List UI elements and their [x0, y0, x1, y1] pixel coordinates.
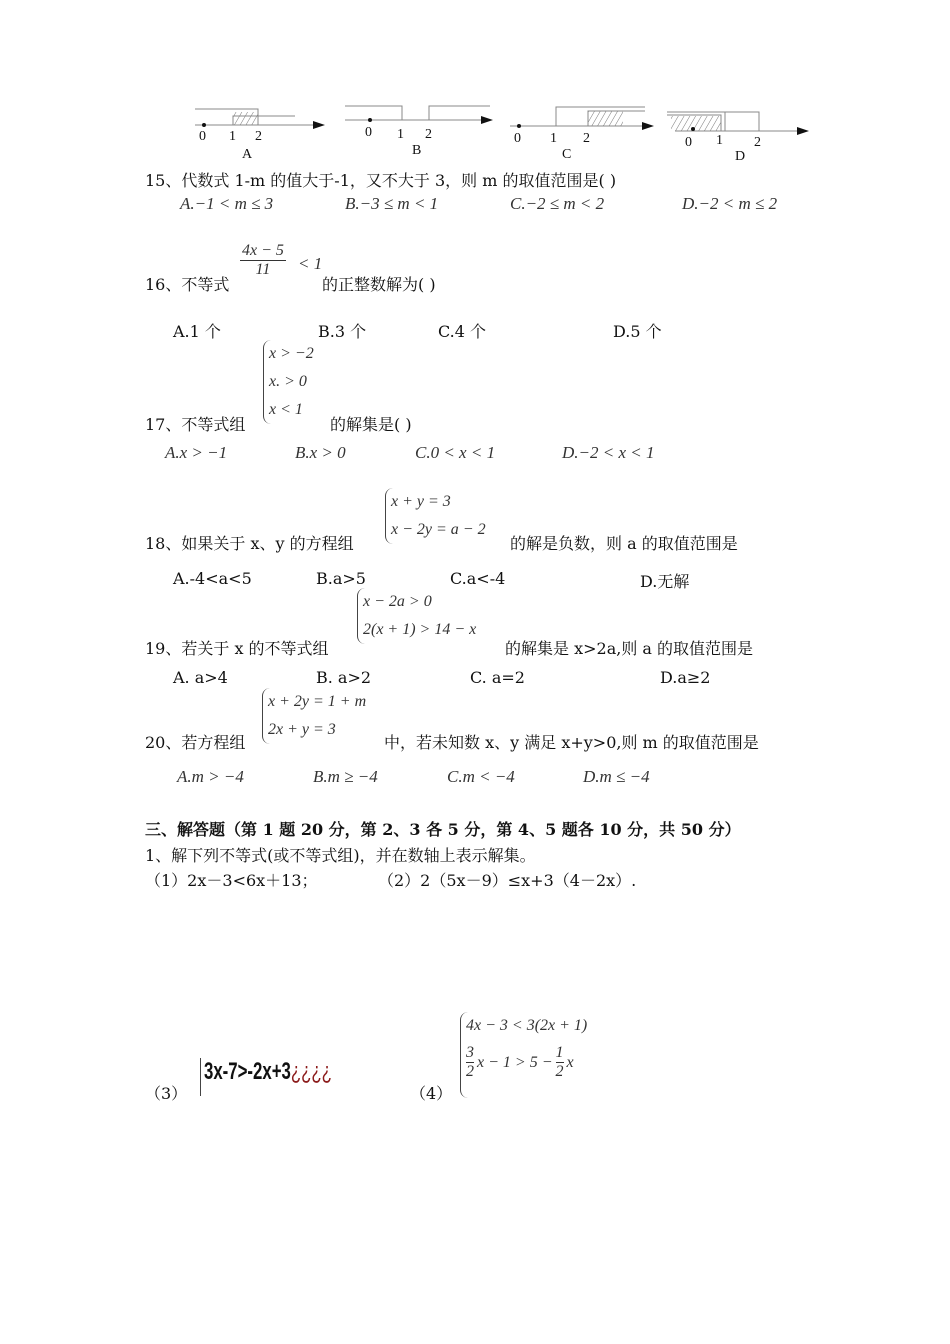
q16-option-b[interactable]: B.3 个: [318, 322, 367, 341]
s3-part4-system: 4x − 3 < 3(2x + 1) 3 2 x − 1 > 5 − $\frac{1}{2}$ x: [460, 1012, 587, 1098]
tick-label: 1: [229, 129, 236, 144]
q20-option-d[interactable]: D.m ≤ −4: [583, 767, 650, 786]
tick-label: 1: [550, 131, 557, 146]
q20-option-b[interactable]: B.m ≥ −4: [313, 767, 378, 786]
s3-part3-label: （3）: [145, 1084, 188, 1103]
number-line-a: [195, 109, 325, 162]
tick-label: 0: [514, 131, 521, 146]
q16-relation: < 1: [298, 254, 323, 273]
q18-prefix: 18、如果关于 x、y 的方程组: [145, 534, 354, 553]
q17-suffix: 的解集是( ): [330, 415, 412, 434]
q16-option-d[interactable]: D.5 个: [613, 322, 662, 341]
q19-prefix: 19、若关于 x 的不等式组: [145, 639, 329, 658]
q17-system: x > −2 x. > 0 x < 1: [263, 340, 314, 424]
q15-stem: 15、代数式 1-m 的值大于-1，又不大于 3，则 m 的取值范围是( ): [145, 171, 617, 190]
q15-option-c[interactable]: C.−2 ≤ m < 2: [510, 194, 605, 213]
q16-fraction: $\frac{4x - 5}{11}$: [242, 242, 284, 278]
s3-part1: （1）2x－3<6x＋13；: [145, 871, 318, 890]
tick-label: 1: [716, 133, 723, 148]
figure-label: B: [412, 143, 422, 158]
q18-option-d[interactable]: D.无解: [640, 572, 690, 591]
q18-option-c[interactable]: C.a<-4: [450, 569, 506, 588]
number-line-d: [667, 112, 809, 164]
q19-option-b[interactable]: B. a>2: [316, 668, 372, 687]
q20-option-a[interactable]: A.m > −4: [177, 767, 244, 786]
q17-option-b[interactable]: B.x > 0: [295, 443, 346, 462]
q19-suffix: 的解集是 x>2a,则 a 的取值范围是: [505, 639, 754, 658]
q17-prefix: 17、不等式组: [145, 415, 246, 434]
q16-suffix: 的正整数解为( ): [322, 275, 436, 294]
q15-option-d[interactable]: D.−2 < m ≤ 2: [682, 194, 778, 213]
q17-option-d[interactable]: D.−2 < x < 1: [562, 443, 655, 462]
tick-label: 0: [685, 135, 692, 150]
tick-label: 1: [397, 127, 404, 142]
q16-option-a[interactable]: A.1 个: [173, 322, 221, 341]
q18-system: x + y = 3 x − 2y = a − 2: [385, 488, 486, 544]
tick-label: 0: [199, 129, 206, 144]
q20-prefix: 20、若方程组: [145, 733, 246, 752]
q20-option-c[interactable]: C.m < −4: [447, 767, 515, 786]
q20-suffix: 中，若未知数 x、y 满足 x+y>0,则 m 的取值范围是: [384, 733, 759, 752]
figure-label: A: [242, 147, 253, 162]
figure-label: C: [562, 147, 572, 162]
tick-label: 2: [583, 131, 590, 146]
q15-option-a[interactable]: A.−1 < m ≤ 3: [180, 194, 274, 213]
s3-part4-label: （4）: [410, 1084, 453, 1103]
figure-label: D: [735, 149, 746, 164]
s3-part3-expr: 3x-7>-2x+3¿¿¿¿: [200, 1058, 387, 1096]
q17-option-c[interactable]: C.0 < x < 1: [415, 443, 496, 462]
number-line-figures: [185, 100, 825, 165]
tick-label: 0: [365, 125, 372, 140]
s3-q1: 1、解下列不等式(或不等式组)，并在数轴上表示解集。: [145, 846, 536, 865]
section-heading: 三、解答题（第 1 题 20 分，第 2、3 各 5 分，第 4、5 题各 10 分，共 50 分）: [145, 820, 741, 839]
q19-option-d[interactable]: D.a≥2: [660, 668, 711, 687]
tick-label: 2: [754, 135, 761, 150]
q16-prefix: 16、不等式: [145, 275, 230, 294]
tick-label: 2: [255, 129, 262, 144]
number-line-c: [510, 107, 654, 162]
q15-option-b[interactable]: B.−3 ≤ m < 1: [345, 194, 439, 213]
q17-option-a[interactable]: A.x > −1: [165, 443, 228, 462]
q19-option-c[interactable]: C. a=2: [470, 668, 525, 687]
q16-option-c[interactable]: C.4 个: [438, 322, 487, 341]
number-line-b: [345, 106, 493, 158]
q20-system: x + 2y = 1 + m 2x + y = 3: [262, 688, 366, 744]
q19-system: x − 2a > 0 2(x + 1) > 14 − x: [357, 588, 476, 644]
q18-suffix: 的解是负数，则 a 的取值范围是: [510, 534, 738, 553]
s3-part2: （2）2（5x－9）≤x+3（4－2x）.: [378, 871, 637, 890]
q18-option-b[interactable]: B.a>5: [316, 569, 366, 588]
q19-option-a[interactable]: A. a>4: [173, 668, 228, 687]
q18-option-a[interactable]: A.-4<a<5: [173, 569, 252, 588]
tick-label: 2: [425, 127, 432, 142]
